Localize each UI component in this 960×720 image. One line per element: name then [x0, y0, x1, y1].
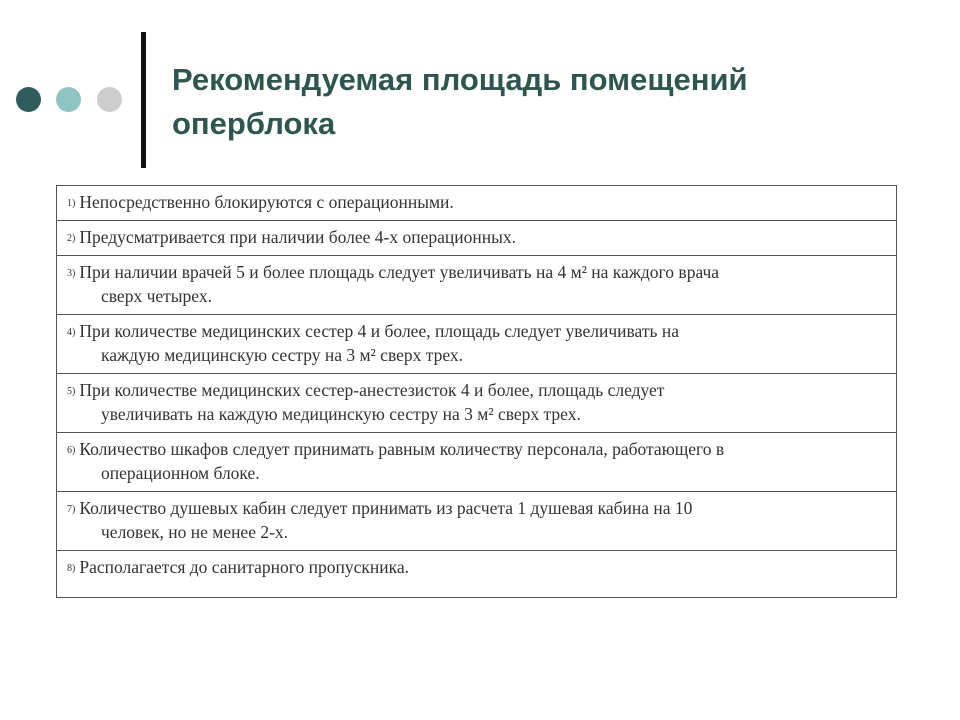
note-cell — [57, 492, 897, 551]
note-text: Предусматривается при наличии более 4-х операционных. — [79, 227, 516, 247]
title-divider — [141, 32, 146, 168]
note-text: Количество душевых кабин следует принимать из расчета 1 душевая кабина на 10 — [79, 498, 693, 518]
note-text: Располагается до санитарного пропускника. — [79, 557, 409, 577]
note-number: 4) — [67, 327, 76, 338]
note-cell — [57, 186, 897, 221]
note-text: При количестве медицинских сестер-анестезисток 4 и более, площадь следует — [79, 380, 665, 400]
note-number: 6) — [67, 445, 76, 456]
table-row — [57, 374, 897, 433]
table-row — [57, 315, 897, 374]
table-row — [57, 551, 897, 598]
note-cell — [57, 221, 897, 256]
note-text-continuation: каждую медицинскую сестру на 3 м² сверх трех. — [101, 345, 464, 365]
dot-light-icon — [56, 87, 81, 112]
note-number: 8) — [67, 563, 76, 574]
note-cell — [57, 433, 897, 492]
note-text: При количестве медицинских сестер 4 и более, площадь следует увеличивать на — [79, 321, 679, 341]
notes-table — [56, 185, 897, 598]
note-text: Непосредственно блокируются с операционными. — [79, 192, 454, 212]
note-cell — [57, 551, 897, 598]
table-row — [57, 186, 897, 221]
note-number: 5) — [67, 386, 76, 397]
note-text-continuation: сверх четырех. — [101, 286, 212, 306]
note-number: 7) — [67, 504, 76, 515]
note-text-continuation: операционном блоке. — [101, 463, 260, 483]
note-text-continuation: увеличивать на каждую медицинскую сестру на 3 м² сверх трех. — [101, 404, 581, 424]
title-line-1: Рекомендуемая площадь помещений — [172, 62, 748, 97]
note-text: Количество шкафов следует принимать равным количеству персонала, работающего в — [79, 439, 725, 459]
table-row — [57, 492, 897, 551]
note-cell — [57, 315, 897, 374]
note-number: 2) — [67, 233, 76, 244]
note-number: 3) — [67, 268, 76, 279]
table-row — [57, 433, 897, 492]
title-line-2: оперблока — [172, 106, 336, 141]
note-text-continuation: человек, но не менее 2-х. — [101, 522, 289, 542]
note-cell — [57, 256, 897, 315]
page-title — [172, 58, 932, 146]
note-cell — [57, 374, 897, 433]
dot-dark-icon — [16, 87, 41, 112]
table-row — [57, 221, 897, 256]
note-text: При наличии врачей 5 и более площадь следует увеличивать на 4 м² на каждого врача — [79, 262, 720, 282]
note-number: 1) — [67, 198, 76, 209]
table-row — [57, 256, 897, 315]
dot-gray-icon — [97, 87, 122, 112]
